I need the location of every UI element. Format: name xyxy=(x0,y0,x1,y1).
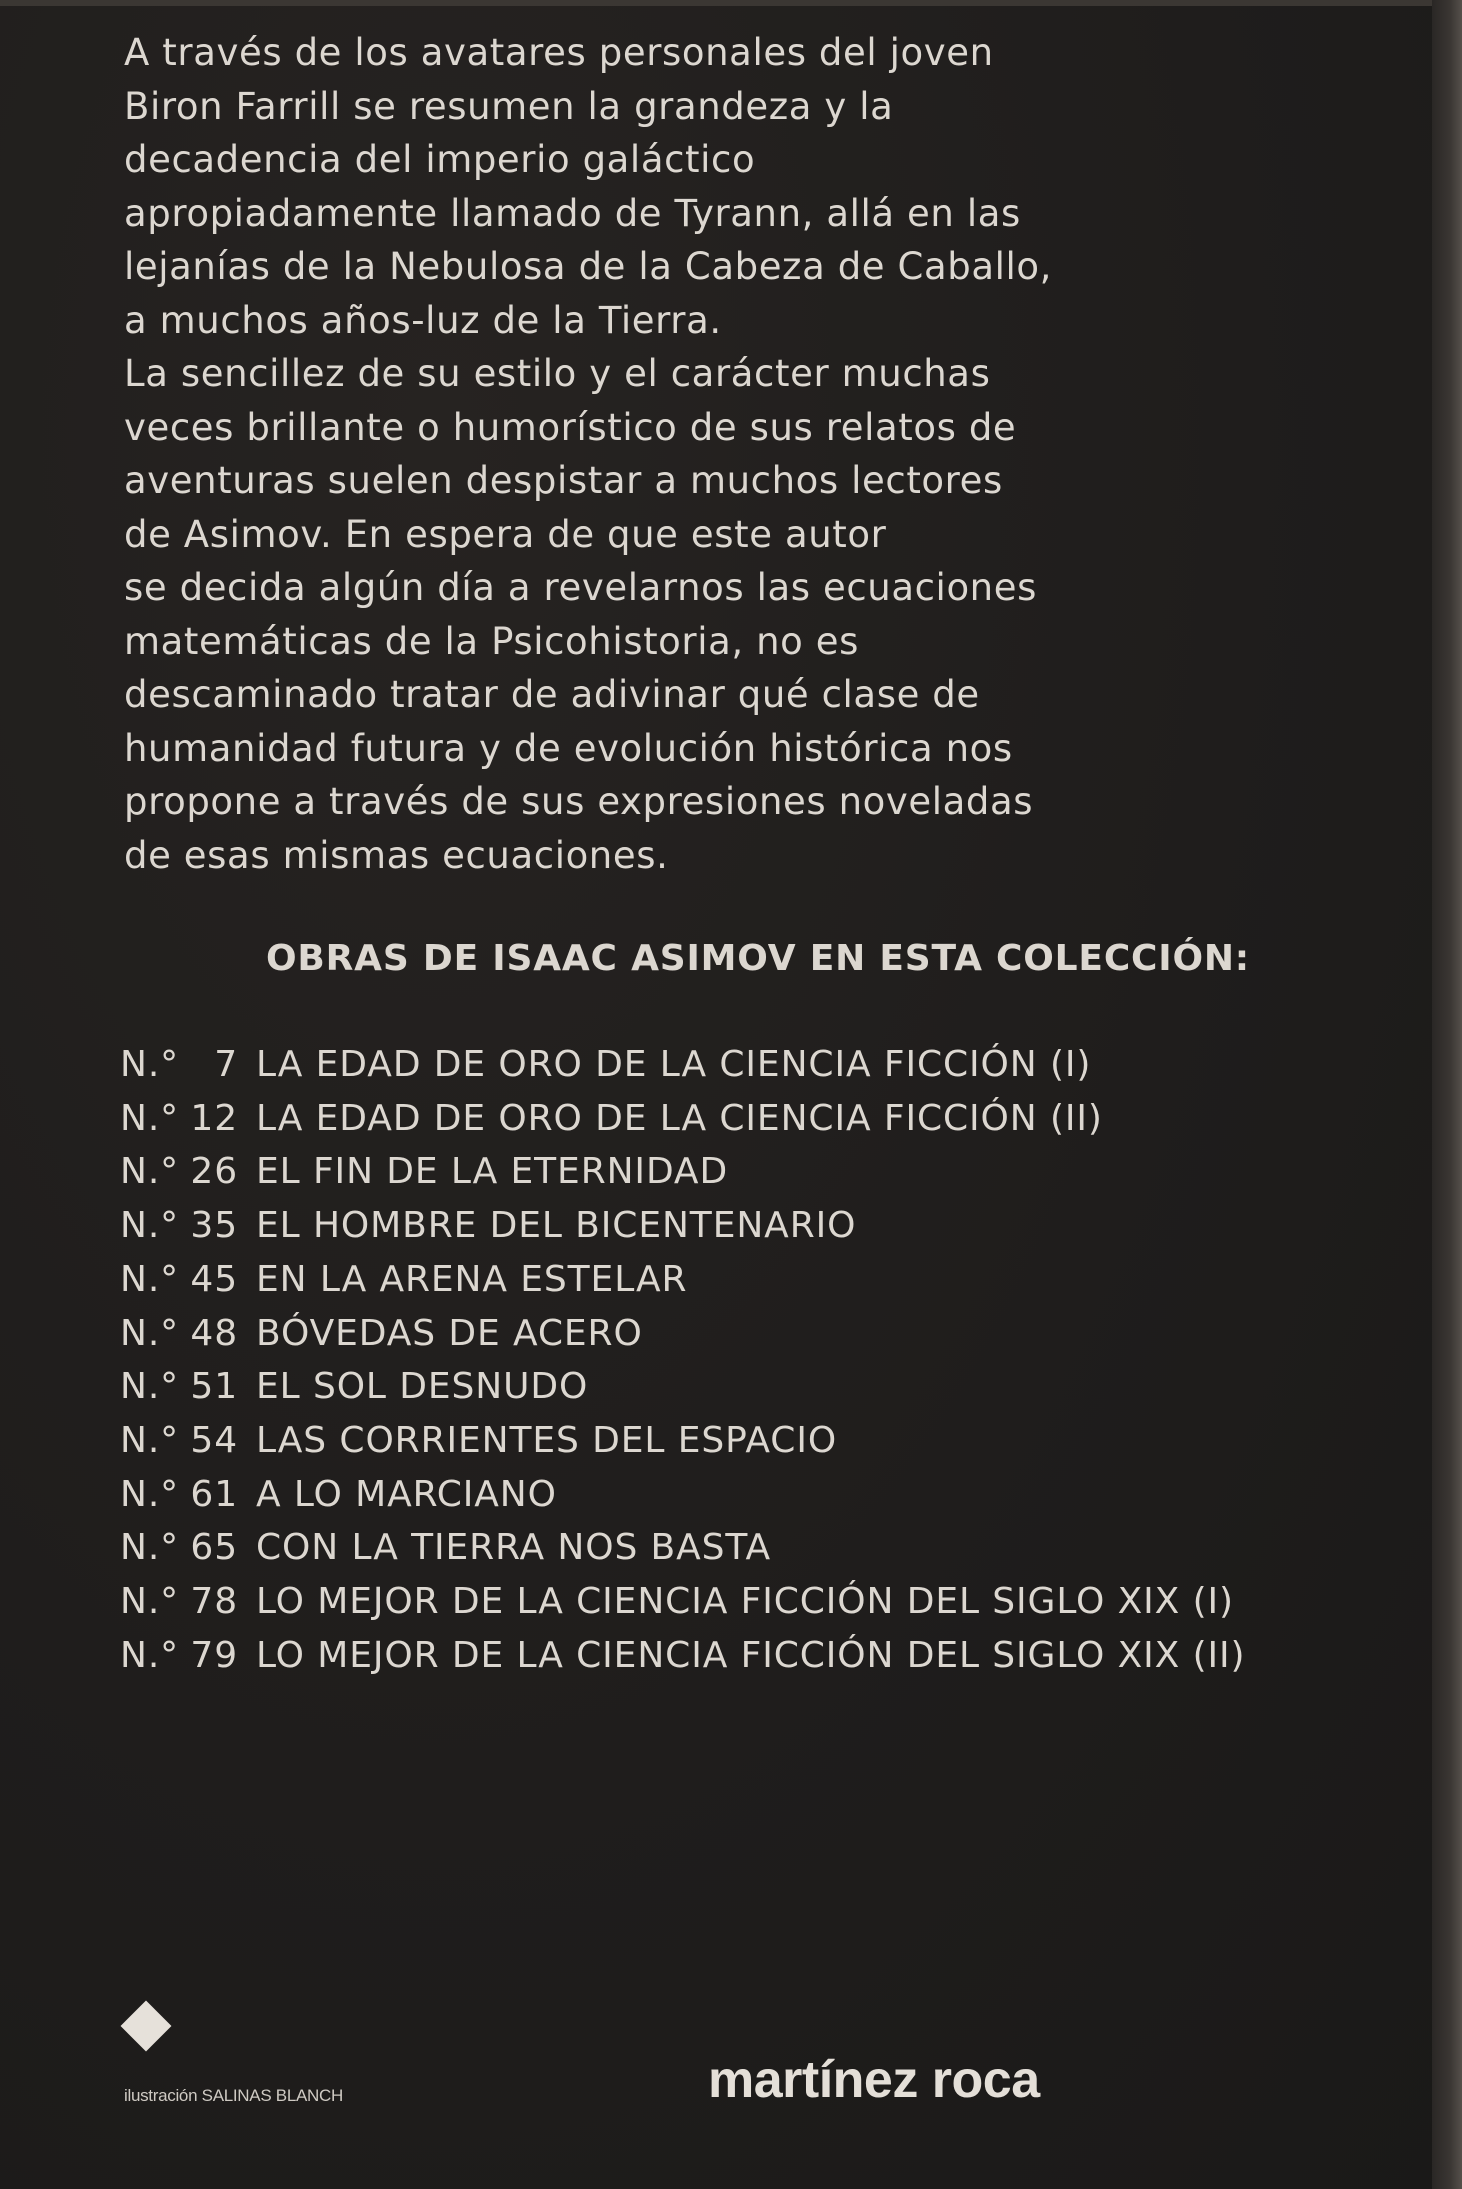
work-number: 65 xyxy=(190,1527,238,1569)
work-item xyxy=(120,1629,1420,1683)
blurb-line: propone a través de sus expresiones noveladas xyxy=(124,780,1034,823)
work-number: 45 xyxy=(190,1258,238,1300)
work-number-prefix: N.° xyxy=(120,1473,180,1515)
works-list xyxy=(120,1038,1420,1682)
blurb-line: lejanías de la Nebulosa de la Cabeza de Caballo, xyxy=(124,245,1052,288)
work-item xyxy=(120,1307,1420,1361)
blurb-line: A través de los avatares personales del joven xyxy=(124,31,994,74)
work-number-prefix: N.° xyxy=(120,1044,180,1085)
work-title: LO MEJOR DE LA CIENCIA FICCIÓN DEL SIGLO XIX (I) xyxy=(256,1581,1234,1623)
work-item xyxy=(120,1092,1420,1146)
work-title: LA EDAD DE ORO DE LA CIENCIA FICCIÓN (II) xyxy=(256,1097,1103,1139)
work-number: 78 xyxy=(190,1581,238,1623)
publisher-logo: martínez roca xyxy=(708,2051,1040,2109)
work-item xyxy=(120,1521,1420,1575)
blurb-line: apropiadamente llamado de Tyrann, allá en las xyxy=(124,191,1021,235)
blurb-line: a muchos años-luz de la Tierra. xyxy=(124,298,722,342)
work-item xyxy=(120,1145,1420,1199)
work-title: EL FIN DE LA ETERNIDAD xyxy=(256,1151,729,1193)
cover-spine-edge xyxy=(1432,0,1462,2189)
blurb-line: matemáticas de la Psicohistoria, no es xyxy=(124,619,859,663)
cover-top-edge xyxy=(0,0,1462,6)
work-number-prefix: N.° xyxy=(120,1581,180,1623)
work-number: 48 xyxy=(190,1312,238,1354)
work-title: A LO MARCIANO xyxy=(256,1473,557,1515)
work-number-prefix: N.° xyxy=(120,1097,180,1139)
blurb-line: descaminado tratar de adivinar qué clase de xyxy=(124,673,980,716)
blurb-line: de Asimov. En espera de que este autor xyxy=(124,512,887,556)
work-number-prefix: N.° xyxy=(120,1419,180,1461)
work-item xyxy=(120,1253,1420,1307)
work-number: 12 xyxy=(190,1097,238,1139)
work-number-prefix: N.° xyxy=(120,1205,180,1247)
work-title: CON LA TIERRA NOS BASTA xyxy=(256,1527,772,1569)
work-number-prefix: N.° xyxy=(120,1312,180,1354)
work-number: 54 xyxy=(190,1419,238,1461)
work-number: 35 xyxy=(190,1205,238,1247)
blurb-line: La sencillez de su estilo y el carácter muchas xyxy=(124,352,991,395)
work-title: LA EDAD DE ORO DE LA CIENCIA FICCIÓN (I) xyxy=(256,1044,1092,1085)
work-number-prefix: N.° xyxy=(120,1527,180,1569)
work-item xyxy=(120,1414,1420,1468)
work-number: 61 xyxy=(190,1473,238,1515)
diamond-logo-icon xyxy=(121,2001,172,2052)
work-number-prefix: N.° xyxy=(120,1634,180,1676)
work-item xyxy=(120,1575,1420,1629)
work-number: 26 xyxy=(190,1151,238,1193)
work-number-prefix: N.° xyxy=(120,1151,180,1193)
work-number-prefix: N.° xyxy=(120,1258,180,1300)
blurb-line: se decida algún día a revelarnos las ecuaciones xyxy=(124,566,1037,609)
work-title: LO MEJOR DE LA CIENCIA FICCIÓN DEL SIGLO XIX (II) xyxy=(256,1634,1246,1676)
work-title: LAS CORRIENTES DEL ESPACIO xyxy=(256,1419,838,1461)
work-title: EN LA ARENA ESTELAR xyxy=(256,1258,688,1300)
blurb-line: de esas mismas ecuaciones. xyxy=(124,833,669,877)
synopsis-blurb xyxy=(124,26,1124,882)
blurb-line: Biron Farrill se resumen la grandeza y la xyxy=(124,84,894,128)
work-number: 7 xyxy=(214,1044,238,1085)
work-item xyxy=(120,1360,1420,1414)
works-heading: OBRAS DE ISAAC ASIMOV EN ESTA COLECCIÓN: xyxy=(266,938,1250,979)
work-title: EL SOL DESNUDO xyxy=(256,1366,589,1408)
blurb-line: aventuras suelen despistar a muchos lectores xyxy=(124,459,1003,502)
blurb-line: decadencia del imperio galáctico xyxy=(124,138,756,181)
work-item xyxy=(120,1199,1420,1253)
blurb-line: veces brillante o humorístico de sus relatos de xyxy=(124,405,1017,449)
work-number: 79 xyxy=(190,1634,238,1676)
illustration-credit: ilustración SALINAS BLANCH xyxy=(124,2086,343,2105)
blurb-line: humanidad futura y de evolución histórica nos xyxy=(124,726,1013,770)
work-number-prefix: N.° xyxy=(120,1366,180,1408)
work-title: BÓVEDAS DE ACERO xyxy=(256,1312,643,1354)
work-item xyxy=(120,1468,1420,1522)
work-title: EL HOMBRE DEL BICENTENARIO xyxy=(256,1205,857,1247)
work-number: 51 xyxy=(190,1366,238,1408)
work-item xyxy=(120,1038,1420,1092)
